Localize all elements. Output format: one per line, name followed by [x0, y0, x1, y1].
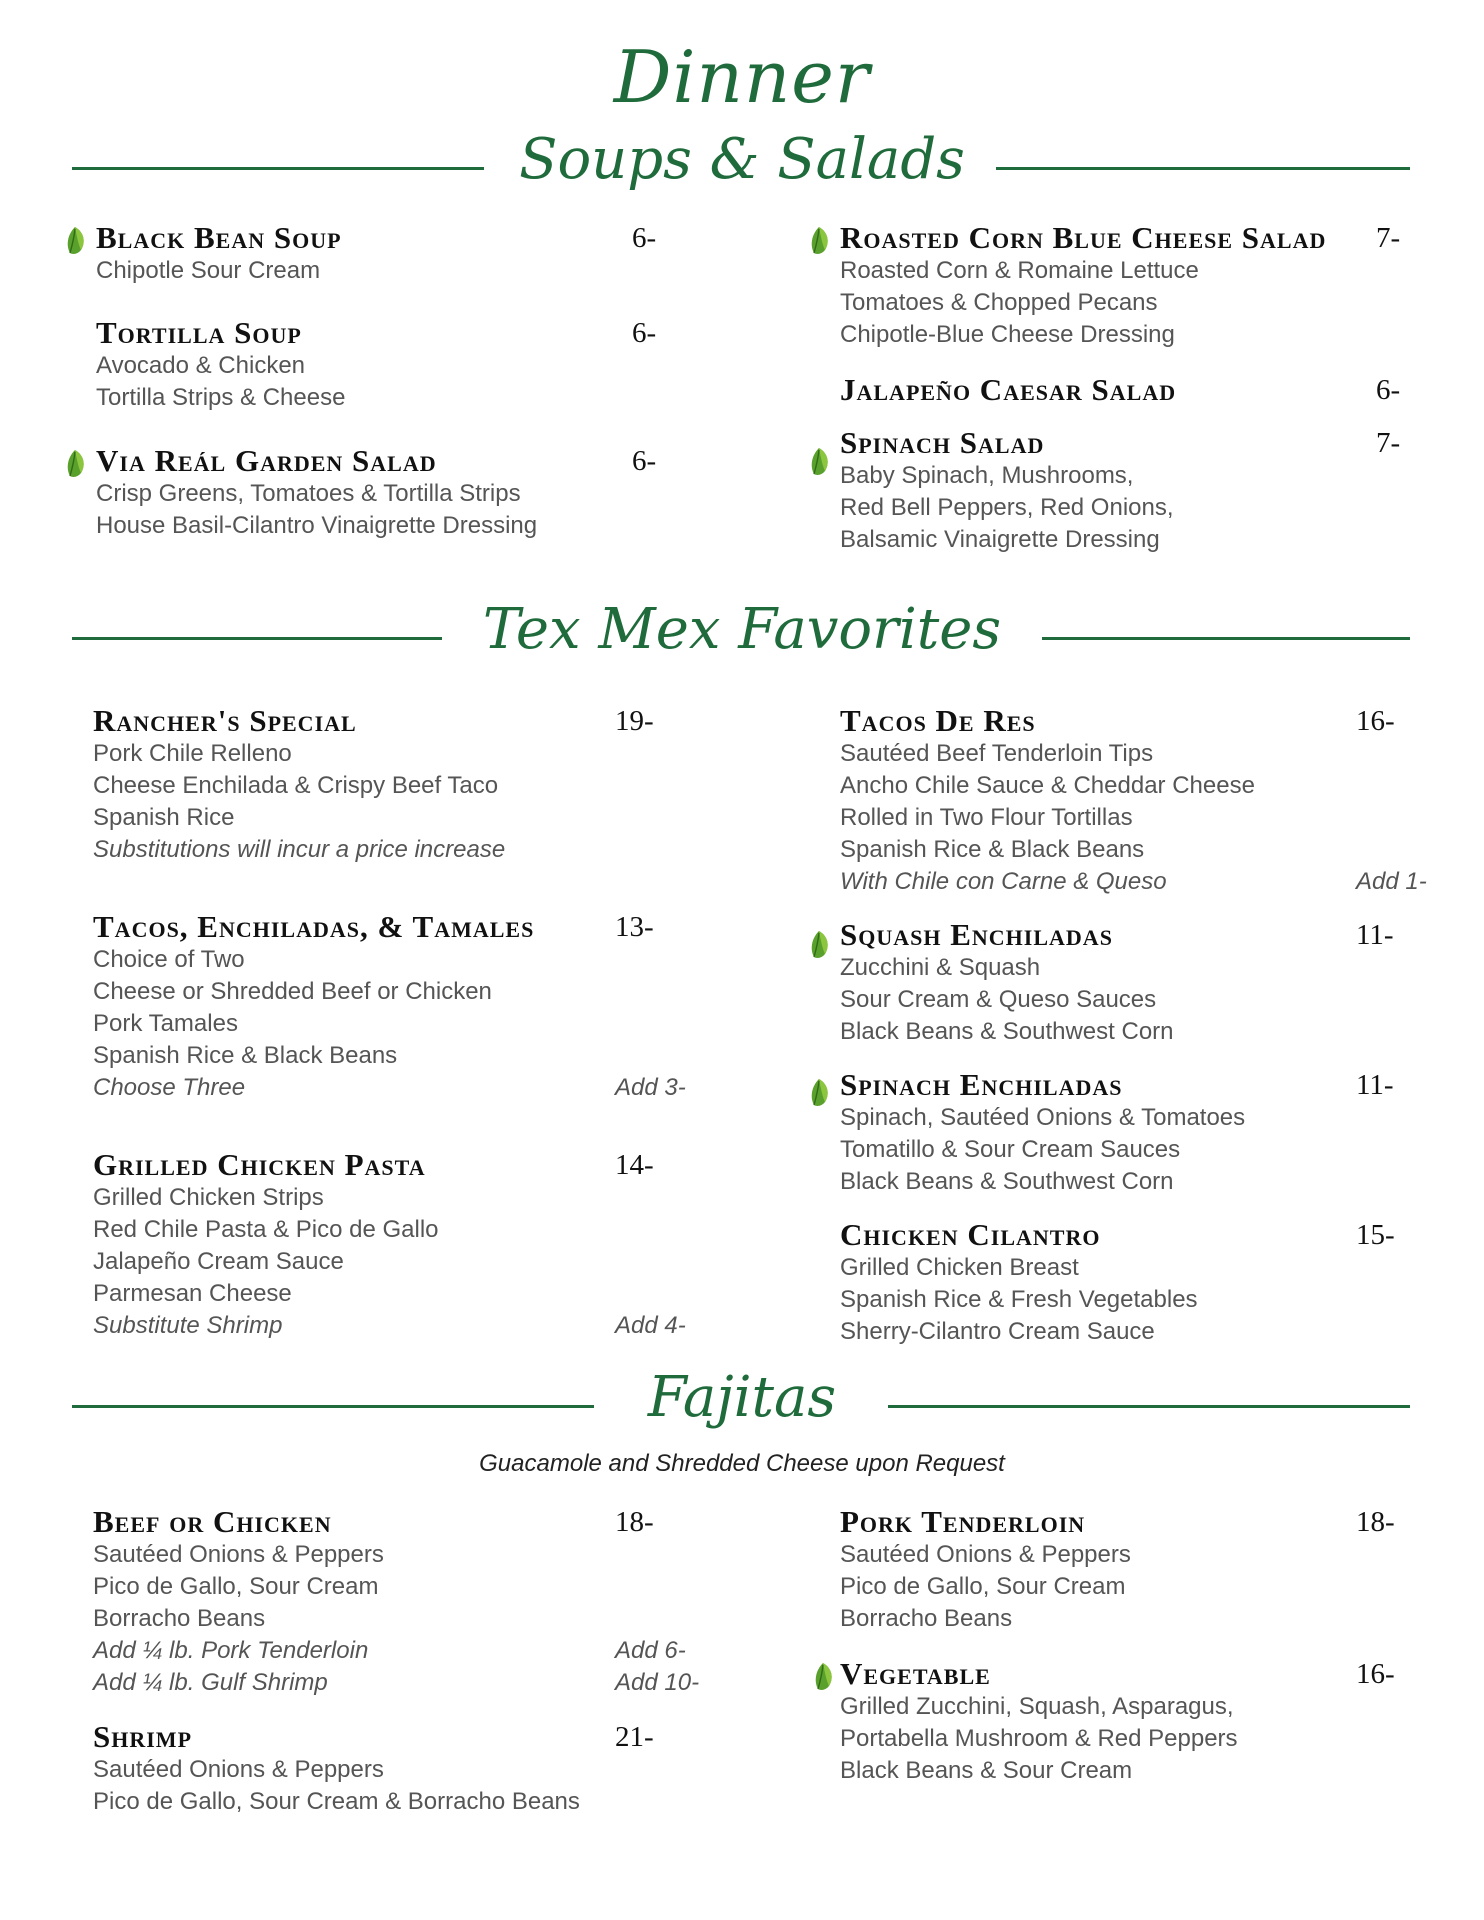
item-description: Rolled in Two Flour Tortillas [840, 804, 1133, 831]
item-note: Choose Three [93, 1074, 246, 1101]
section-title: Tex Mex Favorites [482, 597, 1002, 662]
item-description: Avocado & Chicken [96, 352, 306, 379]
menu-item-spinach-salad [840, 426, 1400, 556]
menu-item-black-bean-soup [96, 221, 656, 287]
item-description: Ancho Chile Sauce & Cheddar Cheese [840, 772, 1255, 799]
menu-item-roasted-corn-blue-cheese-salad [840, 221, 1400, 351]
item-description: Borracho Beans [93, 1605, 266, 1632]
leaf-icon [808, 226, 830, 256]
item-price: 13- [615, 911, 654, 943]
item-description: Jalapeño Cream Sauce [93, 1248, 344, 1275]
item-price: 18- [1356, 1506, 1395, 1538]
item-name: Beef or Chicken [93, 1504, 332, 1539]
item-name: Spinach Enchiladas [840, 1067, 1123, 1102]
menu-item-spinach-enchiladas [840, 1068, 1400, 1198]
item-description: Spanish Rice & Black Beans [840, 836, 1145, 863]
item-description: Tomatillo & Sour Cream Sauces [840, 1136, 1181, 1163]
menu-item-jalapeno-caesar-salad [840, 373, 1400, 407]
leaf-icon [812, 1662, 834, 1692]
item-description: Parmesan Cheese [93, 1280, 292, 1307]
item-description: Red Bell Peppers, Red Onions, [840, 494, 1174, 521]
menu-item-tacos-de-res [840, 704, 1440, 898]
item-description: Pico de Gallo, Sour Cream [93, 1573, 379, 1600]
item-description: Pico de Gallo, Sour Cream [840, 1573, 1126, 1600]
menu-item-beef-or-chicken [93, 1504, 700, 1699]
divider-line [996, 167, 1410, 170]
item-description: Crisp Greens, Tomatoes & Tortilla Strips [96, 480, 521, 507]
menu-item-vegetable [840, 1657, 1400, 1787]
menu-item-pork-tenderloin [840, 1505, 1400, 1635]
section-title: Fajitas [647, 1365, 837, 1430]
item-description: Sherry-Cilantro Cream Sauce [840, 1318, 1155, 1345]
leaf-icon [64, 449, 86, 479]
menu-item-grilled-chicken-pasta [93, 1148, 693, 1342]
item-price: 11- [1356, 1069, 1394, 1101]
item-description: Black Beans & Southwest Corn [840, 1168, 1174, 1195]
item-description: Pico de Gallo, Sour Cream & Borracho Beans [93, 1788, 580, 1815]
menu-item-shrimp [93, 1720, 693, 1818]
item-note: Substitutions will incur a price increase [93, 836, 506, 863]
item-price: 21- [615, 1721, 654, 1753]
section-header-tex-mex-favorites [0, 597, 1484, 677]
section-header-fajitas [0, 1365, 1484, 1445]
addon-price: Add 3- [615, 1074, 686, 1101]
item-name: Spinach Salad [840, 425, 1045, 460]
item-name: Pork Tenderloin [840, 1504, 1086, 1539]
item-description: Sautéed Onions & Peppers [93, 1541, 384, 1568]
item-description: Choice of Two [93, 946, 245, 973]
item-note: Substitute Shrimp [93, 1312, 283, 1339]
addon-price: Add 6- [615, 1637, 686, 1664]
item-price: 19- [615, 705, 654, 737]
menu-item-ranchers-special [93, 704, 693, 866]
item-price: 7- [1376, 427, 1401, 459]
leaf-icon [64, 226, 86, 256]
item-name: Tortilla Soup [96, 315, 302, 350]
item-price: 6- [632, 317, 657, 349]
item-name: Tacos De Res [840, 703, 1036, 738]
item-description: Pork Tamales [93, 1010, 238, 1037]
divider-line [1042, 637, 1410, 640]
menu-item-chicken-cilantro [840, 1218, 1400, 1348]
item-description: Sautéed Beef Tenderloin Tips [840, 740, 1154, 767]
divider-line [888, 1405, 1410, 1408]
item-description: Tomatoes & Chopped Pecans [840, 289, 1158, 316]
item-description: Cheese or Shredded Beef or Chicken [93, 978, 492, 1005]
leaf-icon [808, 447, 830, 477]
leaf-icon [808, 1078, 830, 1108]
item-description: Baby Spinach, Mushrooms, [840, 462, 1134, 489]
item-description: Borracho Beans [840, 1605, 1013, 1632]
item-name: Black Bean Soup [96, 220, 342, 255]
item-name: Shrimp [93, 1719, 193, 1754]
fajitas-note: Guacamole and Shredded Cheese upon Request [479, 1450, 1005, 1477]
item-description: Spinach, Sautéed Onions & Tomatoes [840, 1104, 1246, 1131]
item-description: Pork Chile Relleno [93, 740, 292, 767]
item-description: Sautéed Onions & Peppers [93, 1756, 384, 1783]
page-title: Dinner [613, 35, 871, 119]
item-description: Chipotle Sour Cream [96, 257, 321, 284]
item-description: Spanish Rice [93, 804, 235, 831]
item-description: Spanish Rice & Fresh Vegetables [840, 1286, 1198, 1313]
item-description: Sour Cream & Queso Sauces [840, 986, 1157, 1013]
item-name: Jalapeño Caesar Salad [840, 372, 1177, 407]
item-description: House Basil-Cilantro Vinaigrette Dressing [96, 512, 538, 539]
item-description: Spanish Rice & Black Beans [93, 1042, 398, 1069]
item-description: Balsamic Vinaigrette Dressing [840, 526, 1160, 553]
item-description: Grilled Zucchini, Squash, Asparagus, [840, 1693, 1234, 1720]
item-description: Zucchini & Squash [840, 954, 1041, 981]
item-name: Chicken Cilantro [840, 1217, 1101, 1252]
item-add-option: Add ¼ lb. Gulf Shrimp [93, 1669, 328, 1696]
item-price: 7- [1376, 222, 1401, 254]
addon-price: Add 4- [615, 1312, 686, 1339]
item-name: Grilled Chicken Pasta [93, 1147, 426, 1182]
addon-price: Add 1- [1356, 868, 1427, 895]
item-name: Tacos, Enchiladas, & Tamales [93, 909, 535, 944]
item-note: With Chile con Carne & Queso [840, 868, 1167, 895]
item-description: Red Chile Pasta & Pico de Gallo [93, 1216, 439, 1243]
menu-item-tortilla-soup [96, 316, 656, 414]
item-description: Tortilla Strips & Cheese [96, 384, 346, 411]
addon-price: Add 10- [615, 1669, 700, 1696]
item-price: 16- [1356, 705, 1395, 737]
item-price: 6- [1376, 374, 1401, 406]
item-name: Vegetable [840, 1656, 991, 1691]
item-price: 15- [1356, 1219, 1395, 1251]
section-header-soups-salads [0, 127, 1484, 207]
item-price: 16- [1356, 1658, 1395, 1690]
item-add-option: Add ¼ lb. Pork Tenderloin [93, 1637, 369, 1664]
item-name: Roasted Corn Blue Cheese Salad [840, 220, 1327, 255]
menu-item-via-real-garden-salad [96, 444, 656, 542]
item-name: Rancher's Special [93, 703, 357, 738]
menu-item-tacos-enchiladas-tamales [93, 910, 693, 1104]
item-description: Grilled Chicken Strips [93, 1184, 324, 1211]
item-description: Black Beans & Sour Cream [840, 1757, 1133, 1784]
item-name: Squash Enchiladas [840, 917, 1113, 952]
item-price: 14- [615, 1149, 654, 1181]
menu-item-squash-enchiladas [840, 918, 1400, 1048]
item-description: Black Beans & Southwest Corn [840, 1018, 1174, 1045]
item-description: Roasted Corn & Romaine Lettuce [840, 257, 1199, 284]
item-description: Cheese Enchilada & Crispy Beef Taco [93, 772, 499, 799]
item-price: 11- [1356, 919, 1394, 951]
item-description: Sautéed Onions & Peppers [840, 1541, 1131, 1568]
item-price: 6- [632, 222, 657, 254]
item-price: 6- [632, 445, 657, 477]
leaf-icon [808, 930, 830, 960]
item-description: Chipotle-Blue Cheese Dressing [840, 321, 1175, 348]
item-price: 18- [615, 1506, 654, 1538]
item-name: Via Reál Garden Salad [96, 443, 437, 478]
item-description: Portabella Mushroom & Red Peppers [840, 1725, 1238, 1752]
section-title: Soups & Salads [519, 127, 965, 192]
item-description: Grilled Chicken Breast [840, 1254, 1079, 1281]
